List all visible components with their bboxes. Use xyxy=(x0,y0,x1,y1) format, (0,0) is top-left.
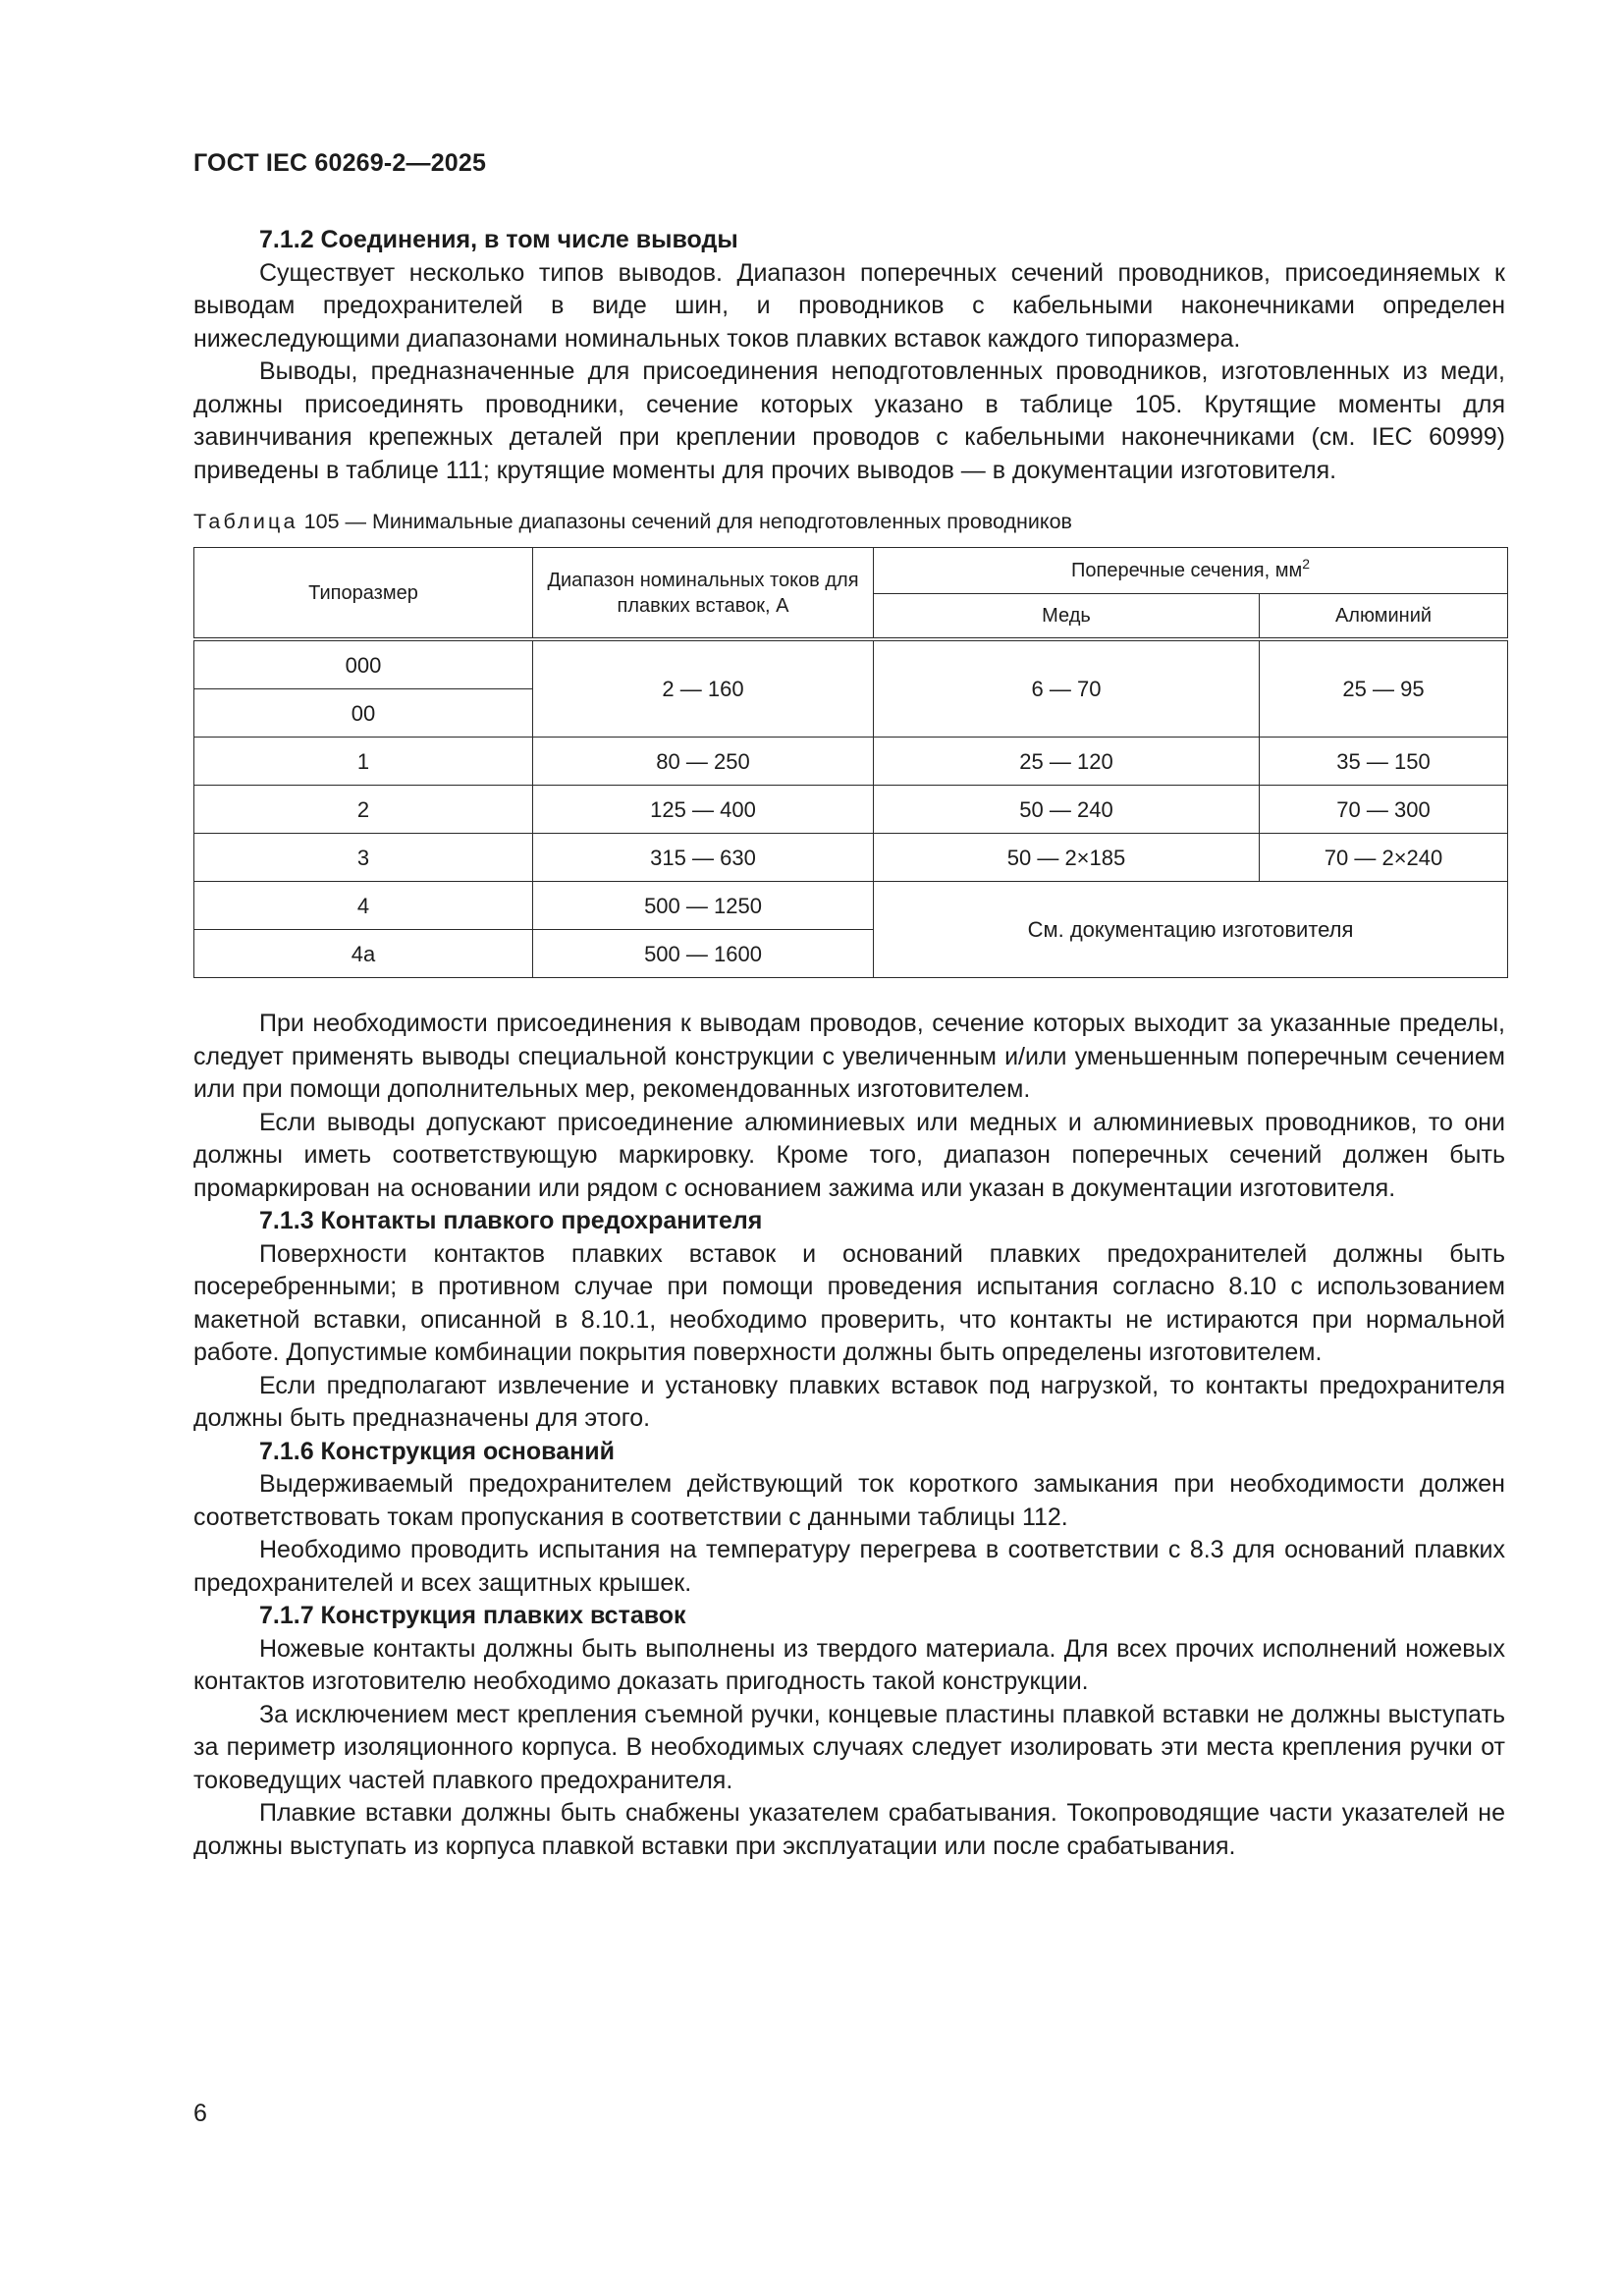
section-7-1-3-title: 7.1.3 Контакты плавкого предохранителя xyxy=(259,1207,763,1234)
cell-copper: 50 — 240 xyxy=(874,786,1260,834)
cell-copper: 6 — 70 xyxy=(874,639,1260,738)
page-number: 6 xyxy=(193,2100,207,2127)
cell-aluminium: 25 — 95 xyxy=(1260,639,1508,738)
after-table-block xyxy=(193,1008,1505,1863)
cell-current: 315 — 630 xyxy=(533,834,874,882)
after-table-paragraph-1: При необходимости присоединения к выводам проводов, сечение которых выходит за указанные пределы, следует применять выводы специальной конструкции с увеличенным и/или уменьшенным поперечным сечением или при помощи дополнительных мер, рекомендованных изготовителем. xyxy=(193,1010,1505,1103)
section-7-1-7-paragraph-3: Плавкие вставки должны быть снабжены указателем срабатывания. Токопроводящие части указателей не должны выступать из корпуса плавкой вставки при эксплуатации или после срабатывания. xyxy=(193,1799,1505,1860)
header-aluminium: Алюминий xyxy=(1260,594,1508,640)
document-code-header: ГОСТ IEC 60269-2—2025 xyxy=(193,149,487,177)
cell-current: 500 — 1250 xyxy=(533,882,874,930)
header-current-range: Диапазон номинальных токов для плавких вставок, А xyxy=(533,548,874,640)
table-caption-lead: Таблица xyxy=(193,510,298,533)
cell-size: 1 xyxy=(194,738,533,786)
cell-aluminium: 70 — 300 xyxy=(1260,786,1508,834)
table-105-caption xyxy=(193,508,1505,535)
header-cross-section-sup: 2 xyxy=(1302,556,1311,572)
table-row xyxy=(194,786,1508,834)
section-7-1-3-paragraph-1: Поверхности контактов плавких вставок и оснований плавких предохранителей должны быть посеребренными; в противном случае при помощи проведения испытания согласно 8.10 с использованием макетной вставки, описанной в 8.10.1, необходимо проверить, что контакты не истираются при нормальной работе. Допустимые комбинации покрытия поверхности должны быть определены изготовителем. xyxy=(193,1239,1505,1366)
cell-size: 4a xyxy=(194,930,533,978)
cell-manufacturer-note: См. документацию изготовителя xyxy=(874,882,1508,978)
cell-copper: 25 — 120 xyxy=(874,738,1260,786)
cell-size: 2 xyxy=(194,786,533,834)
header-copper: Медь xyxy=(874,594,1260,640)
section-7-1-6-paragraph-1: Выдерживаемый предохранителем действующий ток короткого замыкания при необходимости должен соответствовать токам пропускания в соответствии с данными таблицы 112. xyxy=(193,1470,1505,1531)
section-7-1-6-title: 7.1.6 Конструкция оснований xyxy=(259,1437,615,1465)
table-row xyxy=(194,639,1508,689)
cell-size: 00 xyxy=(194,689,533,738)
section-7-1-3-paragraph-2: Если предполагают извлечение и установку плавких вставок под нагрузкой, то контакты предохранителя должны быть предназначены для этого. xyxy=(193,1371,1505,1432)
table-row xyxy=(194,738,1508,786)
header-size: Типоразмер xyxy=(194,548,533,640)
after-table-paragraph-2: Если выводы допускают присоединение алюминиевых или медных и алюминиевых проводников, то они должны иметь соответствующую маркировку. Кроме того, диапазон поперечных сечений должен быть промаркирован на основании или рядом с основанием зажима или указан в документации изготовителя. xyxy=(193,1108,1505,1202)
cell-size: 4 xyxy=(194,882,533,930)
cell-size: 000 xyxy=(194,639,533,689)
header-cross-section xyxy=(874,548,1508,594)
cell-current: 80 — 250 xyxy=(533,738,874,786)
page-content xyxy=(193,224,1505,1863)
cell-aluminium: 70 — 2×240 xyxy=(1260,834,1508,882)
header-cross-section-text: Поперечные сечения, мм xyxy=(1071,560,1303,581)
cell-size: 3 xyxy=(194,834,533,882)
section-7-1-7-paragraph-1: Ножевые контакты должны быть выполнены из твердого материала. Для всех прочих исполнений ножевых контактов изготовителю необходимо доказать пригодность такой конструкции. xyxy=(193,1634,1505,1695)
section-7-1-7-paragraph-2: За исключением мест крепления съемной ручки, концевые пластины плавкой вставки не должны выступать за периметр изоляционного корпуса. В необходимых случаях следует изолировать эти места крепления ручки от токоведущих частей плавкого предохранителя. xyxy=(193,1700,1505,1794)
cell-current: 2 — 160 xyxy=(533,639,874,738)
table-caption-text: 105 — Минимальные диапазоны сечений для неподготовленных проводников xyxy=(298,510,1072,533)
section-7-1-2-title: 7.1.2 Соединения, в том числе выводы xyxy=(259,226,738,253)
table-row xyxy=(194,882,1508,930)
table-105 xyxy=(193,547,1508,978)
cell-current: 500 — 1600 xyxy=(533,930,874,978)
cell-current: 125 — 400 xyxy=(533,786,874,834)
section-7-1-2-paragraph-1: Существует несколько типов выводов. Диапазон поперечных сечений проводников, присоединяемых к выводам предохранителей в виде шин, и проводников с кабельными наконечниками определен нижеследующими диапазонами номинальных токов плавких вставок каждого типоразмера. xyxy=(193,258,1505,353)
section-7-1-6-paragraph-2: Необходимо проводить испытания на температуру перегрева в соответствии с 8.3 для оснований плавких предохранителей и всех защитных крышек. xyxy=(193,1536,1505,1597)
table-row xyxy=(194,834,1508,882)
cell-copper: 50 — 2×185 xyxy=(874,834,1260,882)
section-7-1-7-title: 7.1.7 Конструкция плавких вставок xyxy=(259,1602,686,1629)
section-7-1-2-paragraph-2: Выводы, предназначенные для присоединения неподготовленных проводников, изготовленных из меди, должны присоединять проводники, сечение которых указано в таблице 105. Крутящие моменты для завинчивания крепежных деталей при креплении проводов с кабельными наконечниками (см. IEC 60999) приведены в таблице 111; крутящие моменты для прочих выводов — в документации изготовителя. xyxy=(193,357,1505,484)
cell-aluminium: 35 — 150 xyxy=(1260,738,1508,786)
